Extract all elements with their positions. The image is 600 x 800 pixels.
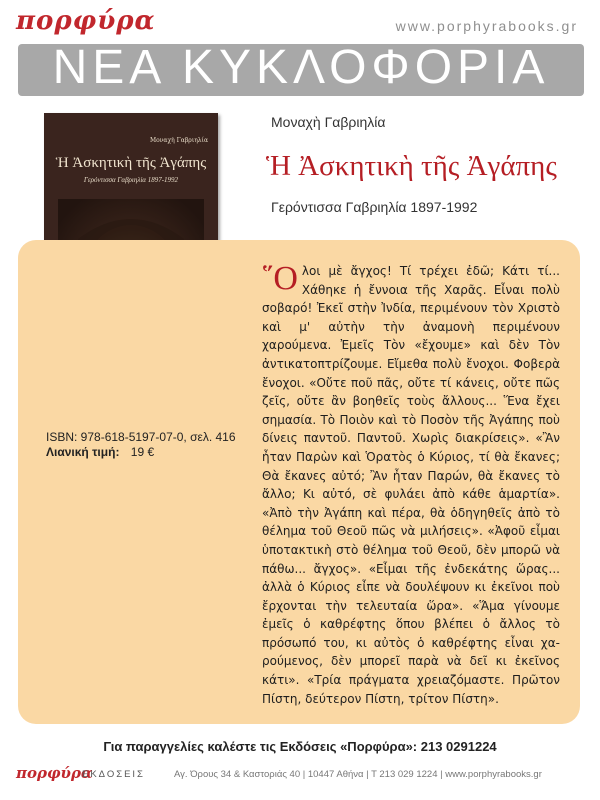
drop-cap: ῞Ο — [262, 260, 298, 297]
book-subtitle: Γερόντισσα Γαβριηλία 1897-1992 — [271, 199, 478, 215]
order-line: Για παραγγελίες καλέστε τις Εκδόσεις «Πορφύρα»: 213 0291224 — [103, 739, 497, 754]
footer-logo: πορφύρα — [16, 764, 93, 782]
footer-address: Αγ. Όρους 34 & Καστοριάς 40 | 10447 Αθήνα | Τ 213 029 1224 | www.porphyrabooks.gr — [174, 769, 542, 780]
cover-author: Μοναχὴ Γαβριηλία — [150, 137, 208, 144]
cover-subtitle: Γερόντισσα Γαβριηλία 1897-1992 — [83, 176, 179, 184]
retail-price — [46, 445, 154, 459]
price-label: Λιανική τιμή: — [46, 445, 120, 459]
website-url: www.porphyrabooks.gr — [395, 18, 578, 34]
book-title: Ἡ Ἀσκητικὴ τῆς Ἀγάπης — [266, 150, 557, 182]
book-excerpt — [262, 262, 560, 708]
footer-editions-label: ΕΚΔΟΣΕΙΣ — [82, 769, 145, 780]
new-release-banner — [18, 41, 584, 96]
book-author: Μοναχὴ Γαβριηλία — [271, 114, 386, 130]
publisher-logo: πορφύρα — [16, 6, 156, 36]
excerpt-text: λοι μὲ ἄγχος! Τί τρέχει ἐδῶ; Κάτι τί... Χάθηκε ἡ ἔννοια τῆς Χαρᾶς. Εἶναι πολὺ σοβαρό! Ἐκεῖ στὴν Ἰνδία, περιμένουν τὸν Χριστὸ καὶ μ' αὐτὴν τὴν ἀναμονὴ περιμένουν χαρούμενα. Ἐμεῖς Τὸν «ἔχουμε» καὶ δὲν Τὸν ἀντικατοπτρίζουμε. Εἴμεθα πολὺ ἔνοχοι. Φοβερὰ ἔνοχοι. «Οὔτε ποῦ πᾶς, οὔτε τί κάνεις, οὔτε πῶς ζεῖς, οὔτε ἂν βοηθεῖς τοὺς ἄλλους... Ἕνα ἔχει σημασία. Τὸ Ποιὸν καὶ τὸ Ποσὸν τῆς Ἀγάπης ποὺ δίνεις παντοῦ. Παντοῦ. Χωρὶς διακρίσεις». «Ἂν ἦταν Παρὼν καὶ Ὁρατὸς ὁ Κύριος, τί θὰ ἔκανες; Θὰ ἔκανες αὐτό; Ἂν ἦταν Παρών, θὰ ἔκανες τὸ ἄλλο; Κι αὐτό, σὲ φυλάει ἀπὸ κάθε ἁμαρτία». «Ἀπὸ τὴν Ἀγάπη καὶ πέρα, θὰ ὁδηγηθεῖς ἀπὸ τὸ θέλημα τοῦ Θεοῦ πῶς νὰ μιλήσεις». «Ἀφοῦ εἶμαι ὑποτακτικὴ στὸ θέλημα τοῦ Θεοῦ, δὲν μπορῶ νὰ πάθω... ἄγχος». «Εἶμαι τῆς ἐνδεκάτης ὥρας... ἀλλὰ ὁ Κύριος εἶπε νὰ δουλέψουν κι ἐκεῖνοι ποὺ ἔρχονται τὴν τελευταία ὥρα». «Ἅμα γίνουμε ἐμεῖς ὁ καθρέφτης ὅπου βλέπει ὁ ἄλλος τὸ πρόσωπό του, κι αὐτὸς ὁ καθρέφτης εἶναι χαρούμενος, δὲν μπορεῖ παρὰ νὰ δεῖ κι ἐκεῖνος κάτι». «Τρία πράγματα χρειαζόμαστε. Πρῶτον Πίστη, δεύτερον Πίστη, τρίτον Πίστη». — [262, 264, 560, 706]
isbn-info: ISBN: 978-618-5197-07-0, σελ. 416 — [46, 430, 236, 444]
footer — [16, 766, 586, 786]
price-value: 19 € — [130, 445, 155, 459]
banner-text: ΝΕΑ ΚΥΚΛΟΦΟΡΙΑ — [52, 41, 550, 94]
cover-title: Ἡ Ἀσκητικὴ τῆς Ἀγάπης — [55, 155, 207, 171]
